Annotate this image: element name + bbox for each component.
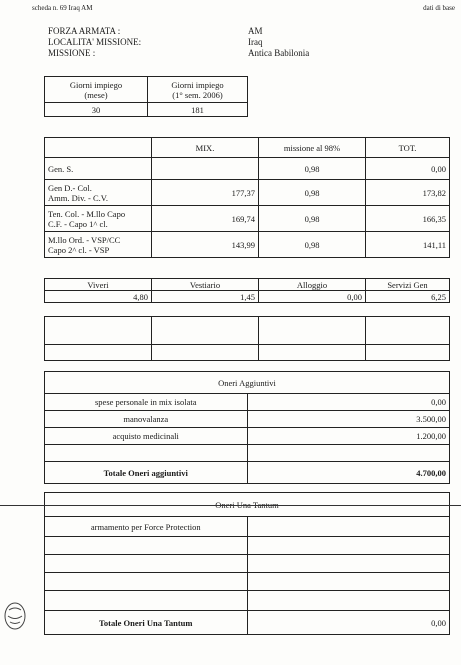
empty-cell	[247, 591, 450, 611]
forza-armata-label: FORZA ARMATA :	[48, 26, 121, 36]
pct-value: 0,98	[259, 180, 366, 206]
grade-label-line2: Capo 2^ cl. - VSP	[48, 244, 110, 255]
tot-value: 141,11	[366, 232, 450, 258]
empty-cell	[45, 573, 248, 591]
grade-label-line1: M.llo Ord. - VSP/CC	[48, 234, 121, 245]
table-row	[45, 394, 450, 411]
empty-cell	[45, 591, 248, 611]
sheet-header-right: dati di base	[423, 4, 455, 12]
empty-cell	[259, 345, 366, 361]
table-row	[45, 517, 450, 537]
total-tantum-label: Totale Oneri Una Tantum	[45, 611, 248, 635]
mix-value: 143,99	[152, 232, 259, 258]
mix-value	[152, 158, 259, 180]
giorni-impiego-table	[44, 76, 248, 117]
grade-label-line1: Gen. S.	[48, 163, 74, 174]
grade-label-line2: C.F. - Capo 1^ cl.	[48, 218, 108, 229]
vestiario-header: Vestiario	[152, 279, 259, 291]
missione-label: MISSIONE :	[48, 48, 96, 58]
oneri-aggiuntivi-title	[45, 372, 450, 394]
empty-cell	[45, 317, 152, 345]
empty-cell	[152, 345, 259, 361]
vestiario-value: 1,45	[152, 291, 259, 303]
viveri-header: Viveri	[45, 279, 152, 291]
servizi-gen-value: 6,25	[366, 291, 450, 303]
empty-cell	[247, 537, 450, 555]
total-oneri-label: Totale Oneri aggiuntivi	[45, 462, 248, 484]
localita-label: LOCALITA' MISSIONE:	[48, 37, 142, 47]
pct-value: 0,98	[259, 232, 366, 258]
viveri-table	[44, 278, 450, 303]
giorni-mese-header-line1: Giorni impiego	[69, 79, 123, 90]
total-oneri-value: 4.700,00	[247, 462, 450, 484]
table-row	[45, 428, 450, 445]
table-row	[45, 206, 450, 232]
grade-label	[45, 158, 152, 180]
mix-header: MIX.	[152, 138, 259, 158]
tantum-label: armamento per Force Protection	[45, 517, 248, 537]
empty-cell	[247, 517, 450, 537]
oneri-una-tantum-table	[44, 492, 450, 635]
mission-info-values	[248, 26, 309, 59]
onere-label: acquisto medicinali	[45, 428, 248, 445]
missione-value: Antica Babilonia	[248, 48, 310, 58]
sheet-header-left: scheda n. 69 Iraq AM	[32, 4, 93, 12]
empty-cell	[247, 573, 450, 591]
grade-label-line1: Gen D.- Col.	[48, 182, 92, 193]
onere-label: manovalanza	[45, 411, 248, 428]
empty-cell	[247, 445, 450, 462]
giorni-sem-header	[148, 77, 248, 103]
empty-cell	[152, 317, 259, 345]
giorni-mese-header-line2: (mese)	[84, 89, 108, 100]
alloggio-header: Alloggio	[259, 279, 366, 291]
table-row	[45, 411, 450, 428]
grades-corner-cell	[45, 138, 152, 158]
table-row	[45, 158, 450, 180]
tot-value: 166,35	[366, 206, 450, 232]
table-row	[45, 180, 450, 206]
alloggio-value: 0,00	[259, 291, 366, 303]
table-row	[45, 445, 450, 462]
onere-value: 0,00	[247, 394, 450, 411]
empty-cell	[45, 445, 248, 462]
total-row	[45, 462, 450, 484]
pct-value: 0,98	[259, 206, 366, 232]
grade-label	[45, 206, 152, 232]
missione-pct-header: missione al 98%	[259, 138, 366, 158]
giorni-sem-header-line1: Giorni impiego	[171, 79, 224, 90]
tot-value: 173,82	[366, 180, 450, 206]
grades-table	[44, 137, 450, 258]
grade-label-line2: Amm. Div. - C.V.	[48, 192, 108, 203]
empty-table	[44, 316, 450, 361]
onere-label: spese personale in mix isolata	[45, 394, 248, 411]
table-row	[45, 232, 450, 258]
mix-value: 177,37	[152, 180, 259, 206]
mix-value: 169,74	[152, 206, 259, 232]
forza-armata-value: AM	[248, 26, 263, 36]
grade-label-line1: Ten. Col. - M.llo Capo	[48, 208, 126, 219]
giorni-sem-header-line2: (1° sem. 2006)	[172, 89, 223, 100]
empty-cell	[259, 317, 366, 345]
localita-value: Iraq	[248, 37, 263, 47]
mission-info-labels	[48, 26, 141, 59]
stamp-icon	[2, 600, 28, 632]
tot-header: TOT.	[366, 138, 450, 158]
tot-value: 0,00	[366, 158, 450, 180]
empty-cell	[45, 345, 152, 361]
giorni-sem-value: 181	[148, 103, 248, 117]
giorni-mese-value: 30	[45, 103, 148, 117]
pct-value: 0,98	[259, 158, 366, 180]
empty-cell	[45, 555, 248, 573]
oneri-aggiuntivi-table	[44, 371, 450, 484]
giorni-mese-header	[45, 77, 148, 103]
total-row	[45, 611, 450, 635]
empty-cell	[247, 555, 450, 573]
empty-cell	[45, 537, 248, 555]
oneri-aggiuntivi-title-text: Oneri Aggiuntivi	[218, 377, 276, 388]
servizi-gen-header: Servizi Gen	[366, 279, 450, 291]
grade-label	[45, 232, 152, 258]
onere-value: 1.200,00	[247, 428, 450, 445]
total-tantum-value: 0,00	[247, 611, 450, 635]
grade-label	[45, 180, 152, 206]
scan-line	[0, 505, 461, 506]
empty-cell	[366, 317, 450, 345]
onere-value: 3.500,00	[247, 411, 450, 428]
empty-cell	[366, 345, 450, 361]
viveri-value: 4,80	[45, 291, 152, 303]
